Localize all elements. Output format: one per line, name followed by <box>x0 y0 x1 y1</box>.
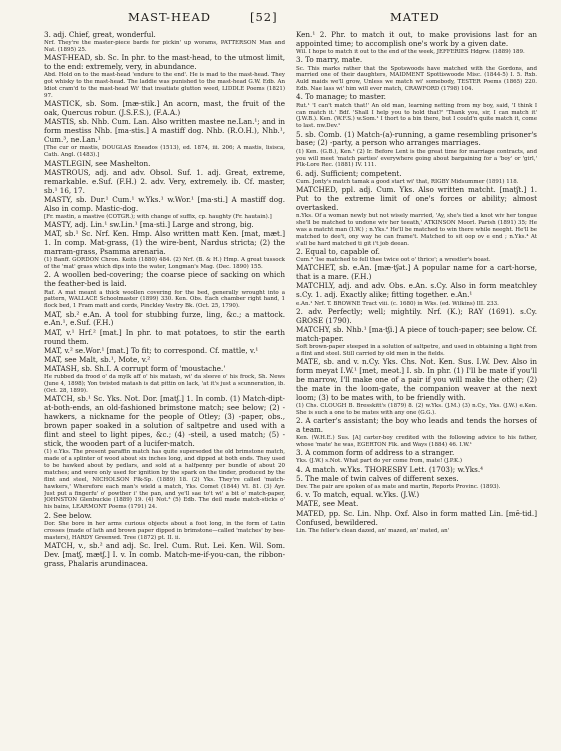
dictionary-entry: MATCHY, sb. Nhb.¹ [ma·tʃi.] A piece of touch-paper; see below. Cf. match-paper. <box>296 324 537 343</box>
dictionary-entry: [Fr. mastin, a mastive (COTGR.); with change of suffix, cp. haughty (Fr. hautain).] <box>44 213 272 220</box>
dictionary-entry: MAT, see Malt, sb.¹, Mote, v.² <box>44 354 151 364</box>
dictionary-entry: Lin. The feller's clean dazed, an' mazed, an' mated, an' <box>296 527 450 534</box>
page-header <box>0 6 561 30</box>
dictionary-entry: 6. v. To match, equal. w.Yks. (J.W.) <box>296 490 420 500</box>
dictionary-entry: Dev. The pair are spoken of as mate and martin, Reports Provinc. (1893). <box>296 484 501 491</box>
dictionary-entry: MATE, sb. and v. n.Cy. Yks. Chs. Not. Ken. Sus. I.W. Dev. Also in form meyat I.W.¹ [met, meət.] I. sb. In phr. (1) I'll be mate if you'll be marrow, I'll make one of a pair if you will make the other; (2) the mate in the loom-gate, the companion weaver at the next loom; (3) to be mates with, to be friendly with. <box>296 357 537 402</box>
dictionary-entry: 5. The male of twin calves of different sexes. <box>296 473 459 483</box>
dictionary-entry: Wil. I hope to match it out to the end of the week, JEFFERIES Hdgrw. (1889) 189. <box>296 49 525 56</box>
header-left-headword: MAST-HEAD <box>128 10 211 24</box>
dictionary-entry: MATE, see Meat. <box>296 499 359 509</box>
dictionary-entry: Ken.¹ 2. Phr. to match it out, to make provisions last for an appointed time; to accomplish one's work by a given date. <box>296 31 537 48</box>
dictionary-entry: 2. Equal to, capable of. <box>296 246 380 256</box>
dictionary-entry: MASTY, adj. Lin.¹ sw.Lin.¹ [ma·sti.] Large and strong, big. <box>44 220 254 230</box>
dictionary-entry: 2. adv. Perfectly; well; mightily. Nrf. (K.); RAY (1691). s.Cy. GROSE (1790). <box>296 306 537 325</box>
dictionary-entry: He rubbed da frood o' da mylk aff o' his matash, wi' da sleeve o' his frock, Sh. News (June 4, 1898); Yon twisted matash is dat pittin on lack, 'at it's just a scunneration, ib. (Oct. 28, 1899). <box>44 374 285 395</box>
dictionary-entry: Yks. (J.W.) s.Not. What part do yer come from, mate! (J.P.K.) <box>296 458 463 465</box>
dictionary-entry: 2. A woollen bed-covering; the coarse piece of sacking on which the feather-bed is laid. <box>44 270 285 289</box>
dictionary-entry: 3. To marry, mate. <box>296 55 363 65</box>
dictionary-entry: Cum. Jonty's match tamak a good start wi' that, RIGBY Midsummer (1891) 118. <box>296 178 519 185</box>
dictionary-entry: e.An.¹ Nrf. T. BROWNE Tract viii. (c. 1680) in Wks. (ed. Wilkins) III. 233. <box>296 300 499 307</box>
dictionary-entry: (1) e.Yks. The present paraffin match has quite superseded the old brimstone match, made of a splinter of wood about six inches long, and dipped at both ends. They used to be hawked about by pedlars, and sold at a halfpenny per bundle of about 20 matches; and were only used for ignition by the spark on the tinder, produced by the flint and steel, NICHOLSON Flk-Sp. (1889) 18. (2) Yks. They're called 'match-hawkers,' Wherefore each man's wield a match, Yks. Comet (1844) VI. 81. (3) Ayr. Just put a fingerfu' o' powther i' the pan, and ye'll sae to't wi' a bit o' match-paper, JOHNSTON Glenbuckie (1889) 19. (4) Not.³ (5) Edb. The deil made match-sticks o' his bains, LEARMONT Poems (1791) 24. <box>44 449 285 511</box>
dictionary-entry: MASTLEGIN, see Mashelton. <box>44 158 151 168</box>
dictionary-entry: Soft brown-paper steeped in a solution of saltpetre, and used in obtaining a light from a flint and steel. Still carried by old men in the fields. <box>296 343 537 357</box>
dictionary-entry: [The cur or mastis, DOUGLAS Eneados (1513), ed. 1874, iii. 206; A mastis, lisisca, Cath. Angl. (1483).] <box>44 145 285 159</box>
dictionary-entry: MATCHLY, adj. and adv. Obs. e.An. s.Cy. Also in form meatchley s.Cy. 1. adj. Exactly alike; fitting together. e.An.¹ <box>296 281 537 300</box>
dictionary-entry: MAT, v.² se.Wor.¹ [mat.] To fit; to correspond. Cf. mattle, v.¹ <box>44 345 259 355</box>
dictionary-entry: MATASH, sb. Sh.I. A corrupt form of 'moustache.' <box>44 364 226 374</box>
dictionary-entry: 2. A carter's assistant; the boy who leads and tends the horses of a team. <box>296 416 537 434</box>
dictionary-entry: MASTY, sb. Dur.¹ Cum.¹ w.Yks.¹ w.Wor.¹ [ma·sti.] A mastiff dog. Also in comp. Mastic-dog. <box>44 194 285 213</box>
dictionary-entry: 3. adj. Chief, great, wonderful. <box>44 31 156 39</box>
dictionary-entry: Abd. Hold on to the mast-head 'endure to the end'. He is mad to the mast-head. They got whisky to the mast-head. The laddie was punished to the mast-head G.W. Edb. An Idiot cram'd to the mast-head Wi' that insatiate glutton weed, LIDDLE Poems (1821) 97. <box>44 72 285 100</box>
dictionary-entry: MATCH, v., sb.² and adj. Sc. Irel. Cum. Rut. Lei. Ken. Wil. Som. Dev. [matʃ, mætʃ.] I. v. In comb. Match-me-if-you-can, the ribbon-grass, Phalaris arundinacea. <box>44 540 285 568</box>
dictionary-entry: (1) Chs. CLOUGH B. Bresskitt's (1879) 8. (2) w.Yks. (J.M.) (3) n.Cy., Yks. (J.W.) e.Ken. She is such a one to be mates with any one (G.G.). <box>296 402 537 416</box>
header-right-headword: MATED <box>390 10 440 24</box>
dictionary-entry: (1) Banff. GORDON Chron. Keith (1880) 484. (2) Nrf. (B. & H.) Hmp. A great tussock of the 'mat' grass which dips into the water, Longman's Mag. (Dec. 1890) 155. <box>44 257 285 271</box>
dictionary-entry: MATED, pp. Sc. Lin. Nhp. Oxf. Also in form matted Lin. [mē·tid.] Confused, bewildered. <box>296 508 537 527</box>
dictionary-entry: Sc. This marks rather that the Spotswoods have matched with the Gordons, and married one of their daughters, MAIDMENT Spottiswoode Misc. (1844-5) I. 5. Rxb. Auld maids we'll grow, Unless we match wi' somebody, TESTER Poems (1865) 220. Edb. Nae lass wi' him will ever match, CRAWFORD (1798) 104. <box>296 65 537 93</box>
dictionary-entry: MAST-HEAD, sb. Sc. In phr. to the mast-head, to the utmost limit, to the end: extremely, very, in abundance. <box>44 53 285 72</box>
dictionary-entry: MASTICK, sb. Som. [mæ·stik.] An acorn, mast, the fruit of the oak, Quercus robur. (J.S.F.S.), (F.A.A.) <box>44 99 285 118</box>
dictionary-entry: 2. See below. <box>44 510 92 520</box>
right-column <box>296 31 537 749</box>
dictionary-entry: 3. A common form of address to a stranger. <box>296 448 455 458</box>
dictionary-entry: n.Yks. Of a woman newly but not wisely married, 'Ay, she's tied a knot wiv her tongue she'll be matched to undone wiv her teeath,' ATKINSON Moorl. Parish (1891) 35; He was a matcht man (I.W.) ; n.Yks.² He'll be matched to win there while neeght. He'll be matched to dee't, ony way he can frame't. Matched to sit oop ov e end ; n.Yks.⁴ At s'all be hard matched ti git i't job deean. <box>296 213 537 247</box>
dictionary-entry: 5. sb. Comb. (1) Match-(a)-running, a game resembling prisoner's base; (2) -party, a person who arranges marriages. <box>296 129 537 148</box>
dictionary-entry: Raf. A mat meant a thick woollen covering for the bed, generally wrought into a pattern, WALLACE Schoolmaster (1899) 330. Ken. Obs. Each chamber right hand, 1 flock bed, 1 Fram matt and cords, Pinckley Vestry Bk. (Oct. 25, 1790). <box>44 289 285 310</box>
dictionary-entry: MAT, v.¹ Hrf.² [mat.] In phr. to mat potatoes, to stir the earth round them. <box>44 327 285 346</box>
dictionary-entry: MASTROUS, adj. and adv. Obsol. Suf. 1. adj. Great, extreme, remarkable. e.Suf. (F.H.) 2. adv. Very, extremely. ib. Cf. master, sb.¹ 16, 17. <box>44 167 285 195</box>
dictionary-entry: (1) Ken. (G.B.), Ken.¹ (2) Ir. Before Lent is the great time for marriage contracts, and you will meet 'match parties' everywhere going about bargaining for a 'boy' or 'girl,' Flk-Lore Rec. (1881) IV. 111. <box>296 148 537 169</box>
left-column <box>44 31 285 749</box>
dictionary-entry: 4. A match. w.Yks. THORESBY Lett. (1703); w.Yks.⁴ <box>296 464 484 474</box>
dictionary-entry: MASTIS, sb. Nhb. Cum. Lan. Also written mastee ne.Lan.¹; and in form mestiss Nhb. [ma·stis.] A mastiff dog. Nhb. (R.O.H.), Nhb.¹, Cum.³, ne.Lan.¹ <box>44 117 285 145</box>
dictionary-entry: MATCHET, sb. e.An. [mæ·tʃət.] A popular name for a cart-horse, that is a mare. (F.H.) <box>296 263 537 282</box>
dictionary-entry: Cum.⁴ 'Ise matched to fell thee twice oot o' thrice'; a wrestler's boast. <box>296 257 491 264</box>
dictionary-entry: MATCH, sb.¹ Sc. Yks. Not. Dor. [matʃ.] 1. In comb. (1) Match-dipt-at-both-ends, an old-fashioned brimstone match; see below; (2) -hawkers, a nickname for the people of Otley; (3) -paper, obs., brown paper soaked in a solution of saltpetre and used with a flint and steel to light pipes, &c.; (4) -steil, a used match; (5) -stick, the wooden part of a lucifer-match. <box>44 394 285 448</box>
dictionary-entry: MAT, sb.¹ Sc. Nrf. Ken. Hmp. Also written matt Ken. [mat, mæt.] 1. In comp. Mat-grass, (1) the wire-bent, Nardus stricta; (2) the marram-grass, Psamma arenaria. <box>44 229 285 257</box>
dictionary-entry: MATCHED, ppl. adj. Cum. Yks. Also written matcht. [matʃt.] 1. Put to the extreme limit of one's forces or ability; almost overtasked. <box>296 185 537 212</box>
dictionary-entry: Nrf. They're the master-piece bards for pickin' up worams, PATTERSON Man and Nat. (1895) 25. <box>44 40 285 54</box>
dictionary-entry: Rut.¹ 'I can't match that!' An old man, learning netting from my boy, said, 'I think I can match it.' Bdf. 'Shall I help you to hold that?' 'Thank you, sir, I can match it' (J.W.B.). Ken. (W.F.S.) w.Som.¹ I thort to a bin there, but I could'n quite match it, come to last. nw.Dev.¹ <box>296 102 537 130</box>
dictionary-entry: 4. To manage; to master. <box>296 92 386 102</box>
dictionary-entry: Dor. She bore in her arms curious objects about a foot long, in the form of Latin crosses (made of lath and brown paper dipped in brimstone—called 'matches' by bee-masters), HARDY Greenwd. Tree (1872) pt. II. ii. <box>44 520 285 541</box>
page-number: [52] <box>250 10 278 24</box>
dictionary-entry: Ken. (W.H.E.) Sus. [A] carter-boy credited with the following advice to his father, whose 'mate' he was, EGERTON Flk. and Ways (1884) 46. I.W.¹ <box>296 435 537 449</box>
dictionary-entry: MAT, sb.² e.An. A tool for stubbing furze, ling, &c.; a mattock. e.An.¹, e.Suf. (F.H.) <box>44 309 285 328</box>
dictionary-entry: 6. adj. Sufficient; competent. <box>296 168 402 178</box>
